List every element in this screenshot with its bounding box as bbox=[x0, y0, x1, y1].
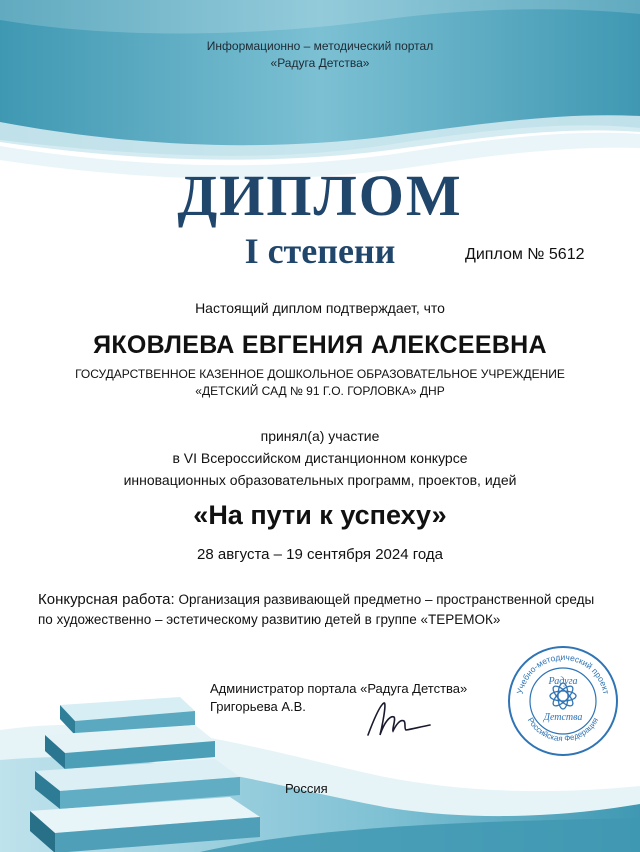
portal-name-line1: Информационно – методический портал bbox=[206, 39, 434, 53]
institution-line2: «ДЕТСКИЙ САД № 91 Г.О. ГОРЛОВКА» ДНР bbox=[195, 384, 445, 398]
competition-work-label: Конкурсная работа: bbox=[38, 591, 175, 608]
seal-top-text: Учебно-методический проект bbox=[514, 652, 612, 695]
contest-name: «На пути к успеху» bbox=[193, 500, 447, 530]
books-illustration bbox=[30, 695, 280, 852]
competition-work bbox=[38, 590, 608, 630]
portal-name-line2: «Радуга Детства» bbox=[270, 56, 370, 70]
administrator-name: Григорьева А.В. bbox=[210, 699, 306, 714]
recipient-name: ЯКОВЛЕВА ЕВГЕНИЯ АЛЕКСЕЕВНА bbox=[93, 331, 547, 359]
signature bbox=[360, 697, 435, 742]
competition-work-text: Организация развивающей предметно – пространственной среды по художественно – эстетическому развитию детей в группе «ТЕРЕМОК» bbox=[38, 592, 595, 627]
administrator-title: Администратор портала «Радуга Детства» bbox=[210, 681, 468, 696]
rainbow-childhood-seal bbox=[506, 644, 620, 758]
participation-line1: принял(а) участие bbox=[260, 428, 380, 444]
diploma-degree: I степени bbox=[244, 231, 396, 271]
seal-center-text1: Радуга bbox=[548, 676, 578, 687]
participation-line2: в VI Всероссийском дистанционном конкурсе bbox=[172, 450, 468, 466]
seal-bottom-text: Российская Федерация bbox=[525, 716, 601, 744]
contest-dates: 28 августа – 19 сентября 2024 года bbox=[197, 546, 443, 563]
participation-line3: инновационных образовательных программ, проектов, идей bbox=[123, 472, 517, 488]
portal-header bbox=[0, 38, 640, 72]
diploma-number: Диплом № 5612 bbox=[465, 246, 585, 263]
confirmation-text: Настоящий диплом подтверждает, что bbox=[195, 300, 445, 316]
seal-center-text2: Детства bbox=[543, 712, 583, 723]
country: Россия bbox=[285, 781, 328, 796]
institution-line1: ГОСУДАРСТВЕННОЕ КАЗЕННОЕ ДОШКОЛЬНОЕ ОБРАЗОВАТЕЛЬНОЕ УЧРЕЖДЕНИЕ bbox=[75, 367, 565, 381]
diploma-title: ДИПЛОМ bbox=[177, 163, 463, 228]
